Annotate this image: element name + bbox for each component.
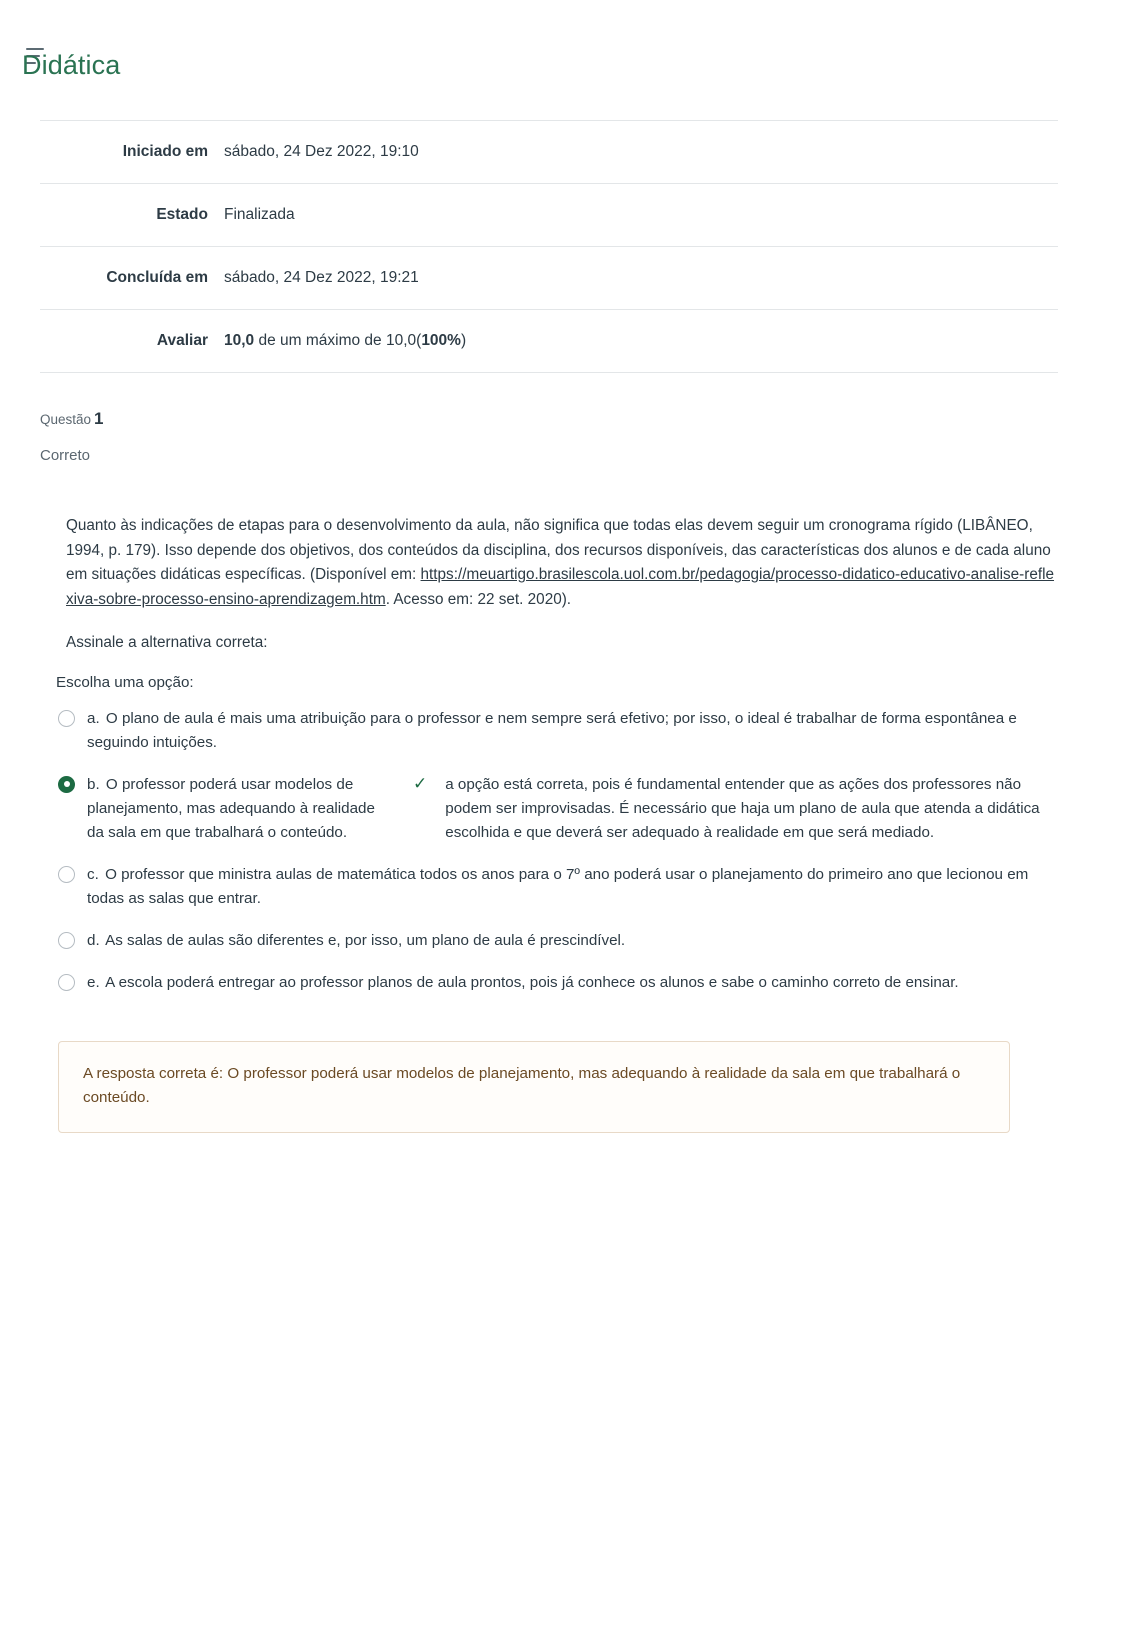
table-row: [40, 247, 1058, 310]
grade-suffix: ): [460, 332, 467, 349]
option-c-body: O professor que ministra aulas de matemática todos os anos para o 7º ano poderá usar o planejamento do primeiro ano que lecionou em todas as salas que entrar.: [87, 865, 1029, 907]
question-number: 1: [94, 409, 104, 428]
list-item[interactable]: [40, 923, 1058, 959]
list-item[interactable]: [40, 965, 1058, 1001]
question-paragraph-1-after-link: . Acesso em: 22 set. 2020).: [385, 591, 572, 609]
table-row: [40, 121, 1058, 184]
option-b-body: O professor poderá usar modelos de planejamento, mas adequando à realidade da sala em que trabalhará o conteúdo.: [87, 775, 375, 841]
options-list: [40, 701, 1058, 1001]
radio-option-a[interactable]: [58, 710, 75, 727]
grade-middle-text: de um máximo de 10,0(: [254, 332, 422, 349]
option-d-body: As salas de aulas são diferentes e, por isso, um plano de aula é prescindível.: [105, 931, 626, 949]
radio-option-d[interactable]: [58, 932, 75, 949]
option-b-feedback: [413, 773, 1058, 845]
list-item[interactable]: [40, 857, 1058, 917]
option-a-letter: a.: [87, 709, 100, 727]
option-e-text: [87, 971, 959, 995]
check-icon: ✓: [413, 773, 428, 793]
summary-value-completed: sábado, 24 Dez 2022, 19:21: [224, 269, 419, 286]
grade-percent: 100%: [421, 332, 461, 349]
question-label: Questão: [40, 412, 92, 427]
option-b-text: [87, 773, 387, 845]
site-header: [0, 0, 1136, 108]
summary-value-grade: [224, 310, 1058, 373]
question-info: [40, 407, 1058, 431]
answer-prompt: Escolha uma opção:: [56, 673, 194, 691]
feedback-text: a opção está correta, pois é fundamental entender que as ações dos professores não podem ser improvisadas. É necessário que haja um plano de aula que atenda a didática escolhida e que deverá ser adequado à realidade em que será mediado.: [445, 775, 1040, 841]
option-c-letter: c.: [87, 865, 99, 883]
summary-label-completed: Concluída em: [106, 269, 208, 286]
option-e-body: A escola poderá entregar ao professor planos de aula prontos, pois já conhece os alunos e sabe o caminho correto de ensinar.: [105, 973, 959, 991]
option-c-text: [87, 863, 1058, 911]
question-state: Correto: [40, 446, 91, 464]
option-a-text: [87, 707, 1058, 755]
list-item[interactable]: [40, 767, 1058, 851]
option-e-letter: e.: [87, 973, 100, 991]
question-text: [40, 514, 1058, 656]
summary-value-started: sábado, 24 Dez 2022, 19:10: [224, 143, 419, 160]
question-paragraph-1: [66, 514, 1058, 613]
question-block: [40, 407, 1058, 1133]
attempt-summary-table: [40, 120, 1058, 373]
option-b-letter: b.: [87, 775, 100, 793]
option-a-body: O plano de aula é mais uma atribuição para o professor e nem sempre será efetivo; por isso, o ideal é trabalhar de forma espontânea e seguindo intuições.: [87, 709, 1017, 751]
option-d-letter: d.: [87, 931, 100, 949]
question-paragraph-1-before-link: Quanto às indicações de etapas para o desenvolvimento da aula, não significa que todas elas devem seguir um cronograma rígido (LIBÂNEO, 1994, p. 179). Isso depende dos objetivos, dos conteúdos da disciplina, dos recursos disponíveis, das características dos alunos e de cada aluno em situações didáticas específicas. (Disponível em:: [66, 516, 1051, 584]
source-link[interactable]: https://meuartigo.brasilescola.uol.com.br/pedagogia/processo-didatico-educativo-analise-reflexiva-sobre-processo-ensino-aprendizagem.htm: [66, 566, 1055, 609]
summary-label-state: Estado: [156, 206, 208, 223]
radio-option-b[interactable]: [58, 776, 75, 793]
table-row: [40, 184, 1058, 247]
page-title: Didática: [22, 50, 121, 80]
correct-answer-box: A resposta correta é: O professor poderá usar modelos de planejamento, mas adequando à realidade da sala em que trabalhará o conteúdo.: [58, 1041, 1010, 1134]
radio-option-c[interactable]: [58, 866, 75, 883]
question-paragraph-2: Assinale a alternativa correta:: [66, 633, 268, 651]
summary-label-started: Iniciado em: [122, 143, 208, 160]
summary-value-state: Finalizada: [224, 206, 295, 223]
option-d-text: [87, 929, 625, 953]
summary-label-grade: Avaliar: [156, 332, 208, 349]
radio-option-e[interactable]: [58, 974, 75, 991]
table-row: [40, 310, 1058, 373]
list-item[interactable]: [40, 701, 1058, 761]
grade-score: 10,0: [224, 332, 255, 349]
